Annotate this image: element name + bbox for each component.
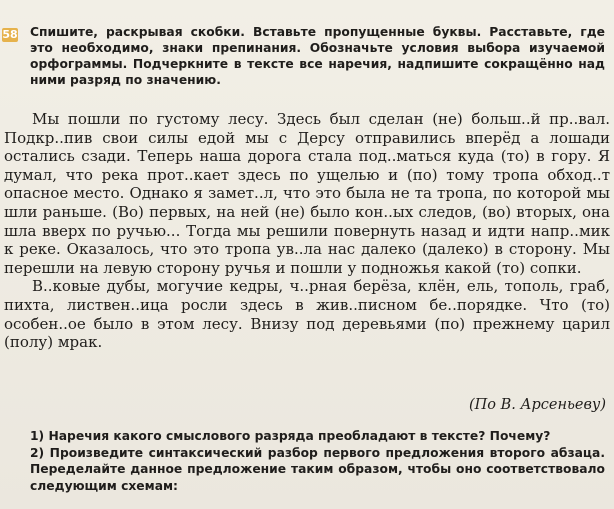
paragraph-2: В..ковые дубы, могучие кедры, ч..рная берёза, клён, ель, тополь, граб, пихта, листвен..ица росли здесь в жив..писном бе..порядке. Что (то) особен..ое было в этом лесу. Внизу под деревьями (по) прежнему царил (полу) мрак. — [4, 277, 610, 352]
task-number-badge: 58 — [2, 28, 18, 41]
exercise-text — [4, 110, 610, 352]
question-2: 2) Произведите синтаксический разбор первого предложения второго абзаца. Переделайте данное предложение таким образом, чтобы оно соответствовало следующим схемам: — [30, 445, 605, 493]
paragraph-1: Мы пошли по густому лесу. Здесь был сделан (не) больш..й пр..вал. Подкр..пив свои силы едой мы с Дерсу отправились вперёд а лошади остались сзади. Теперь наша дорога стала под..маться куда (то) в гору. Я думал, что река прот..кает здесь по ущелью и (по) тому тропа обход..т опасное место. Однако я замет..л, что это была не та тропа, по которой мы шли раньше. (Во) первых, на ней (не) было кон..ых следов, (во) вторых, она шла вверх по ручью... Тогда мы решили повернуть назад и идти напр..мик к реке. Оказалось, что это тропа ув..ла нас далеко (далеко) в сторону. Мы перешли на левую сторону ручья и пошли у подножья какой (то) сопки. — [4, 110, 610, 277]
task-instructions — [30, 24, 605, 88]
questions-block — [30, 428, 605, 494]
question-1: 1) Наречия какого смыслового разряда преобладают в тексте? Почему? — [30, 429, 551, 443]
task-text: Спишите, раскрывая скобки. Вставьте пропущенные буквы. Расставьте, где это необходимо, знаки препинания. Обозначьте условия выбора изучаемой орфограммы. Подчеркните в тексте все наречия, надпишите сокращённо над ними разряд по значению. — [30, 25, 605, 87]
author-attribution: (По В. Арсеньеву) — [468, 397, 606, 413]
